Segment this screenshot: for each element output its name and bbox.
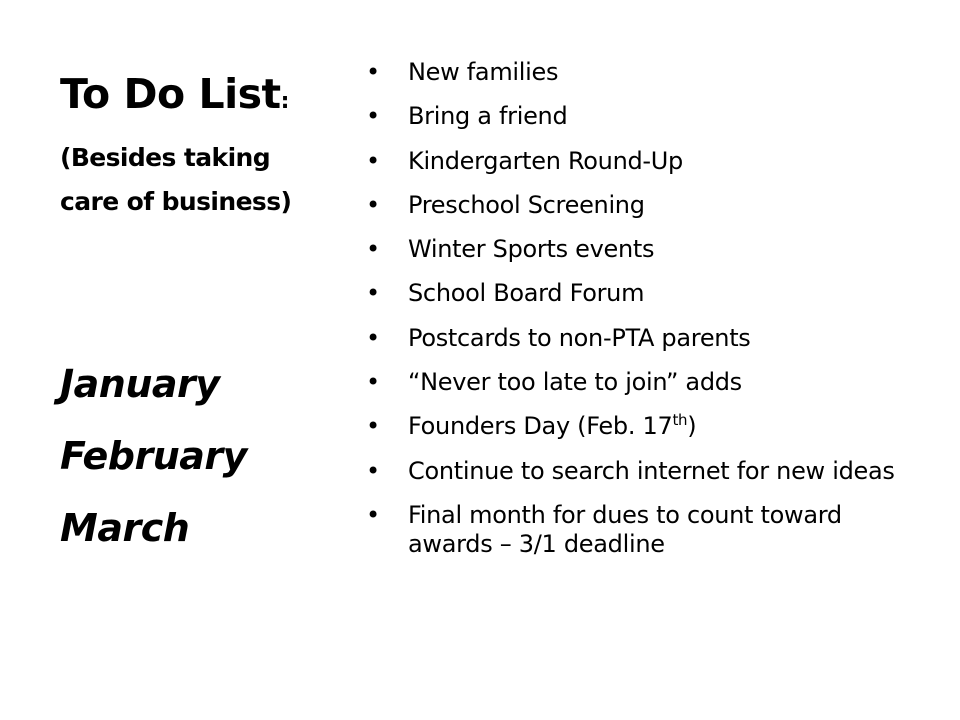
- todo-item-text: [408, 412, 696, 440]
- todo-list-item: [366, 368, 926, 397]
- slide-title: [60, 64, 360, 132]
- bullet-dot-icon: •: [366, 235, 380, 264]
- bullet-dot-icon: •: [366, 102, 380, 131]
- subtitle-line-2: care of business): [60, 187, 292, 216]
- bullet-dot-icon: •: [366, 368, 380, 397]
- todo-item-main-text: Winter Sports events: [408, 235, 655, 264]
- subtitle-line-1: (Besides taking: [60, 143, 271, 172]
- todo-list-item: [366, 279, 926, 308]
- todo-list-item: [366, 412, 926, 441]
- todo-item-main-text: Bring a friend: [408, 102, 568, 131]
- todo-item-text: [408, 279, 644, 307]
- months-list: [60, 348, 350, 564]
- month-march: March: [60, 506, 190, 550]
- slide-subtitle: [60, 136, 360, 224]
- slide-title-text: To Do List: [60, 70, 281, 118]
- title-block: [60, 64, 360, 224]
- todo-item-text: [408, 191, 645, 219]
- todo-item-text: [408, 235, 654, 263]
- todo-list-item: [366, 58, 926, 87]
- todo-item-main-text: “Never too late to join” adds: [408, 368, 742, 397]
- todo-item-main-text: New families: [408, 58, 559, 86]
- todo-item-main-text: Founders Day (Feb. 17: [408, 412, 673, 441]
- todo-list-item: [366, 457, 926, 486]
- todo-item-main-text: Postcards to non-PTA parents: [408, 323, 751, 352]
- todo-item-superscript: th: [672, 411, 688, 430]
- slide-title-colon: :: [280, 89, 289, 114]
- bullet-dot-icon: •: [366, 190, 380, 219]
- todo-item-main-text: Preschool Screening: [408, 190, 645, 219]
- todo-item-text: [408, 58, 558, 86]
- todo-list-item: [366, 235, 926, 264]
- todo-item-main-text: School Board Forum: [408, 279, 645, 308]
- todo-item-main-text: Kindergarten Round-Up: [408, 146, 683, 175]
- bullet-dot-icon: •: [366, 279, 380, 308]
- todo-item-text: [408, 147, 683, 175]
- bullet-dot-icon: •: [366, 146, 380, 175]
- todo-item-main-text: Continue to search internet for new ideas: [408, 456, 895, 485]
- todo-list-item: [366, 501, 926, 559]
- todo-item-text: [408, 501, 842, 558]
- bullet-dot-icon: •: [366, 412, 380, 441]
- month-february: February: [60, 434, 247, 478]
- todo-bullet-list: [366, 58, 926, 574]
- bullet-dot-icon: •: [366, 58, 380, 86]
- todo-item-text: [408, 457, 895, 485]
- month-january: January: [60, 362, 220, 406]
- bullet-dot-icon: •: [366, 456, 380, 485]
- todo-list-item: [366, 102, 926, 131]
- todo-item-main-text: Final month for dues to count toward awards – 3/1 deadline: [408, 500, 842, 558]
- todo-item-text: [408, 102, 567, 130]
- bullet-dot-icon: •: [366, 323, 380, 352]
- todo-item-suffix: ): [687, 412, 697, 441]
- todo-item-text: [408, 324, 751, 352]
- todo-list-item: [366, 191, 926, 220]
- bullet-dot-icon: •: [366, 500, 380, 529]
- todo-list-item: [366, 147, 926, 176]
- todo-list-item: [366, 324, 926, 353]
- todo-item-text: [408, 368, 742, 396]
